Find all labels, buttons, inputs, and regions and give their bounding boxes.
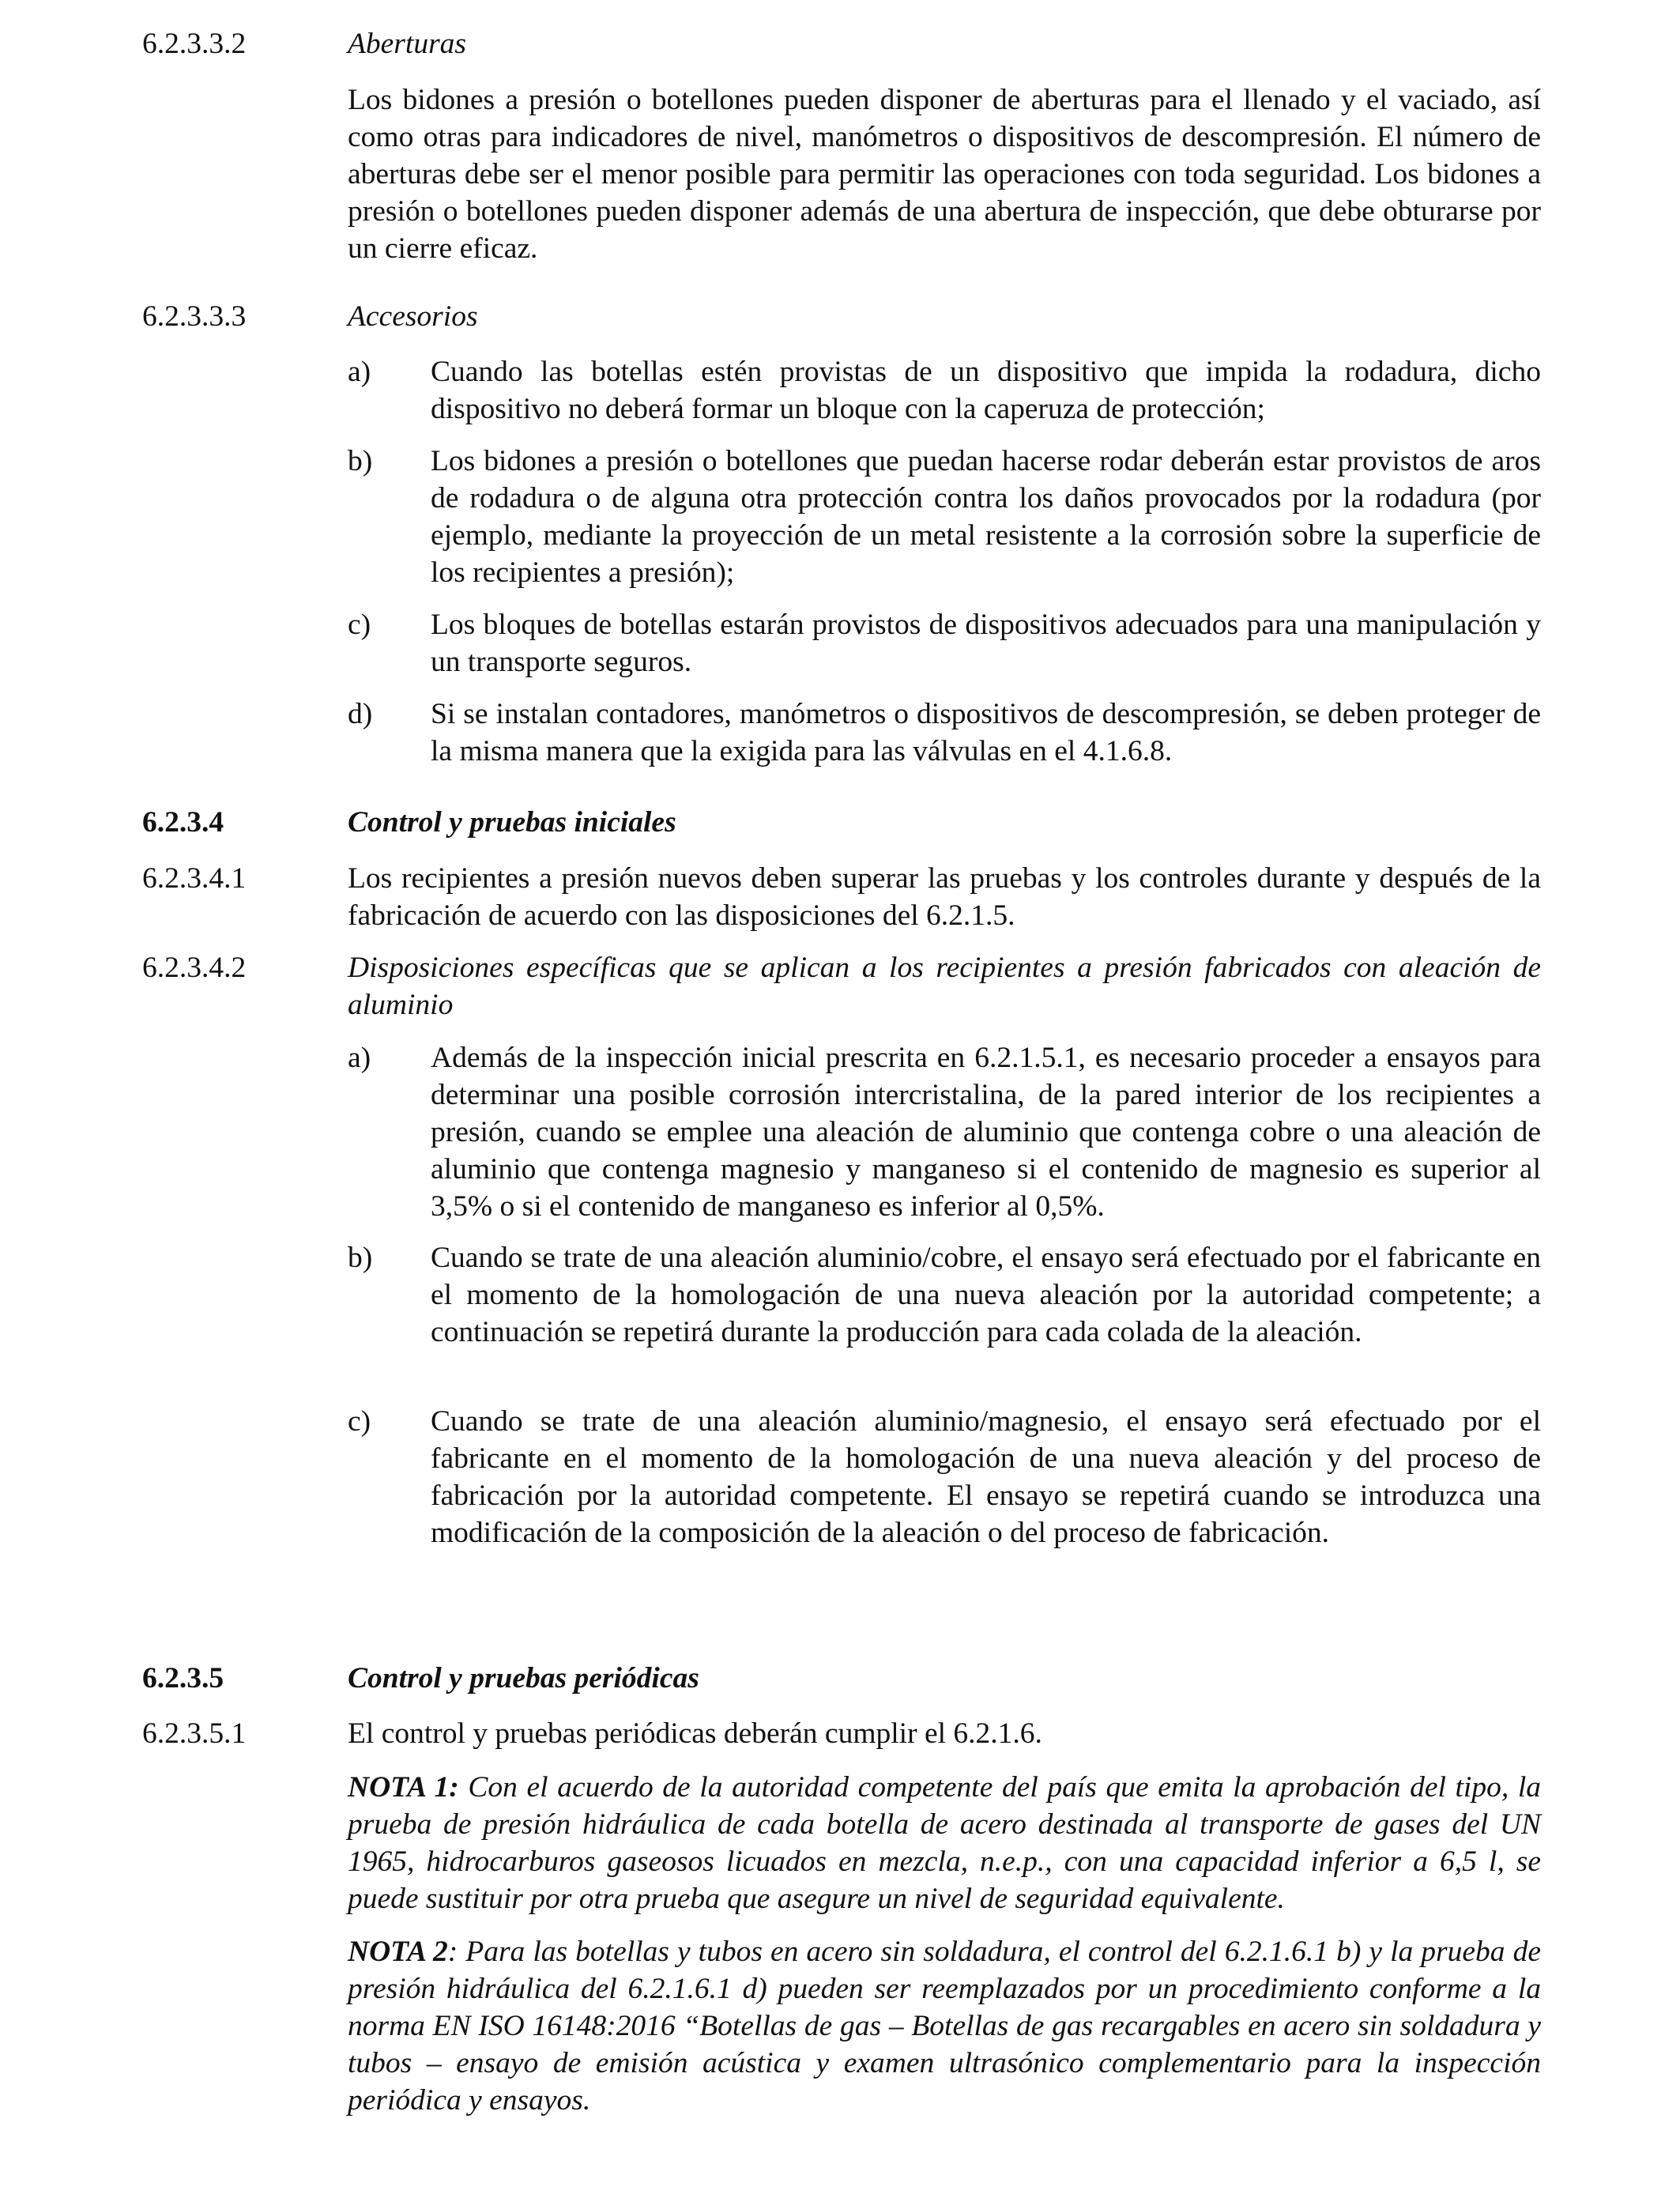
note-1 [348,1769,1541,1917]
note-label: NOTA 1: [348,1771,459,1804]
section-number: 6.2.3.4 [142,806,224,839]
list-item-label: c) [348,1405,371,1438]
section-body: Los recipientes a presión nuevos deben superar las pruebas y los controles durante y después de la fabricación de acuerdo con las disposiciones del 6.2.1.5. [348,862,1541,932]
section-title: Aberturas [348,28,466,60]
section-number: 6.2.3.4.1 [142,862,247,895]
section-title: Control y pruebas iniciales [348,806,676,839]
list-item-text: Cuando se trate de una aleación aluminio/cobre, el ensayo será efectuado por el fabricante en el momento de la homologación de una nueva aleación por la autoridad competente; a continuación se repetirá durante la producción para cada colada de la aleación. [431,1242,1541,1348]
section-body: El control y pruebas periódicas deberán cumplir el 6.2.1.6. [348,1717,1042,1750]
list-item-label: d) [348,698,373,730]
list-item-text: Además de la inspección inicial prescrita en 6.2.1.5.1, es necesario proceder a ensayos para determinar una posible corrosión intercristalina, de la pared interior de los recipientes a presión, cuando se emplee una aleación de aluminio que contenga cobre o una aleación de aluminio que contenga magnesio y manganeso si el contenido de magnesio es superior al 3,5% o si el contenido de manganeso es inferior al 0,5%. [431,1042,1541,1223]
note-label: NOTA 2 [348,1936,448,1968]
section-number: 6.2.3.5 [142,1662,224,1695]
section-title: Disposiciones específicas que se aplican a los recipientes a presión fabricados con aleación de aluminio [348,952,1541,1021]
note-body: : Para las botellas y tubos en acero sin soldadura, el control del 6.2.1.6.1 b) y la prueba de presión hidráulica del 6.2.1.6.1 d) pueden ser reemplazados por un procedimiento conforme a la norma EN ISO 16148:2016 “Botellas de gas – Botellas de gas recargables en acero sin soldadura y tubos – ensayo de emisión acústica y examen ultrasónico complementario para la inspección periódica y ensayos. [348,1936,1541,2117]
list-item-label: a) [348,356,371,388]
list-item-label: a) [348,1042,371,1074]
section-number: 6.2.3.3.3 [142,300,247,333]
list-item-text: Cuando las botellas estén provistas de un dispositivo que impida la rodadura, dicho dispositivo no deberá formar un bloque con la caperuza de protección; [431,356,1541,425]
list-item-text: Cuando se trate de una aleación aluminio/magnesio, el ensayo será efectuado por el fabricante en el momento de la homologación de una nueva aleación y del proceso de fabricación por la autoridad competente. El ensayo se repetirá cuando se introduzca una modificación de la composición de la aleación o del proceso de fabricación. [431,1405,1541,1549]
note-body: Con el acuerdo de la autoridad competente del país que emita la aprobación del tipo, la prueba de presión hidráulica de cada botella de acero destinada al transporte de gases del UN 1965, hidrocarburos gaseosos licuados en mezcla, n.e.p., con una capacidad inferior a 6,5 l, se puede sustituir por otra prueba que asegure un nivel de seguridad equivalente. [348,1771,1541,1915]
section-number: 6.2.3.3.2 [142,28,247,60]
section-title: Accesorios [348,300,478,333]
section-number: 6.2.3.5.1 [142,1717,247,1750]
section-6-2-3-3-2-body: Los bidones a presión o botellones pueden disponer de aberturas para el llenado y el vaciado, así como otras para indicadores de nivel, manómetros o dispositivos de descompresión. El número de aberturas debe ser el menor posible para permitir las operaciones con toda seguridad. Los bidones a presión o botellones pueden disponer además de una abertura de inspección, que debe obturarse por un cierre eficaz. [348,84,1541,265]
list-item-text: Los bidones a presión o botellones que puedan hacerse rodar deberán estar provistos de aros de rodadura o de alguna otra protección contra los daños provocados por la rodadura (por ejemplo, mediante la proyección de un metal resistente a la corrosión sobre la superficie de los recipientes a presión); [431,445,1541,589]
section-number: 6.2.3.4.2 [142,952,247,984]
list-item-text: Si se instalan contadores, manómetros o dispositivos de descompresión, se deben proteger de la misma manera que la exigida para las válvulas en el 4.1.6.8. [431,698,1541,767]
list-item-text: Los bloques de botellas estarán provistos de dispositivos adecuados para una manipulación y un transporte seguros. [431,609,1541,678]
list-item-label: b) [348,1242,373,1274]
list-item-label: b) [348,445,373,477]
list-item-label: c) [348,609,371,641]
note-2 [348,1933,1541,2119]
section-title: Control y pruebas periódicas [348,1662,699,1695]
